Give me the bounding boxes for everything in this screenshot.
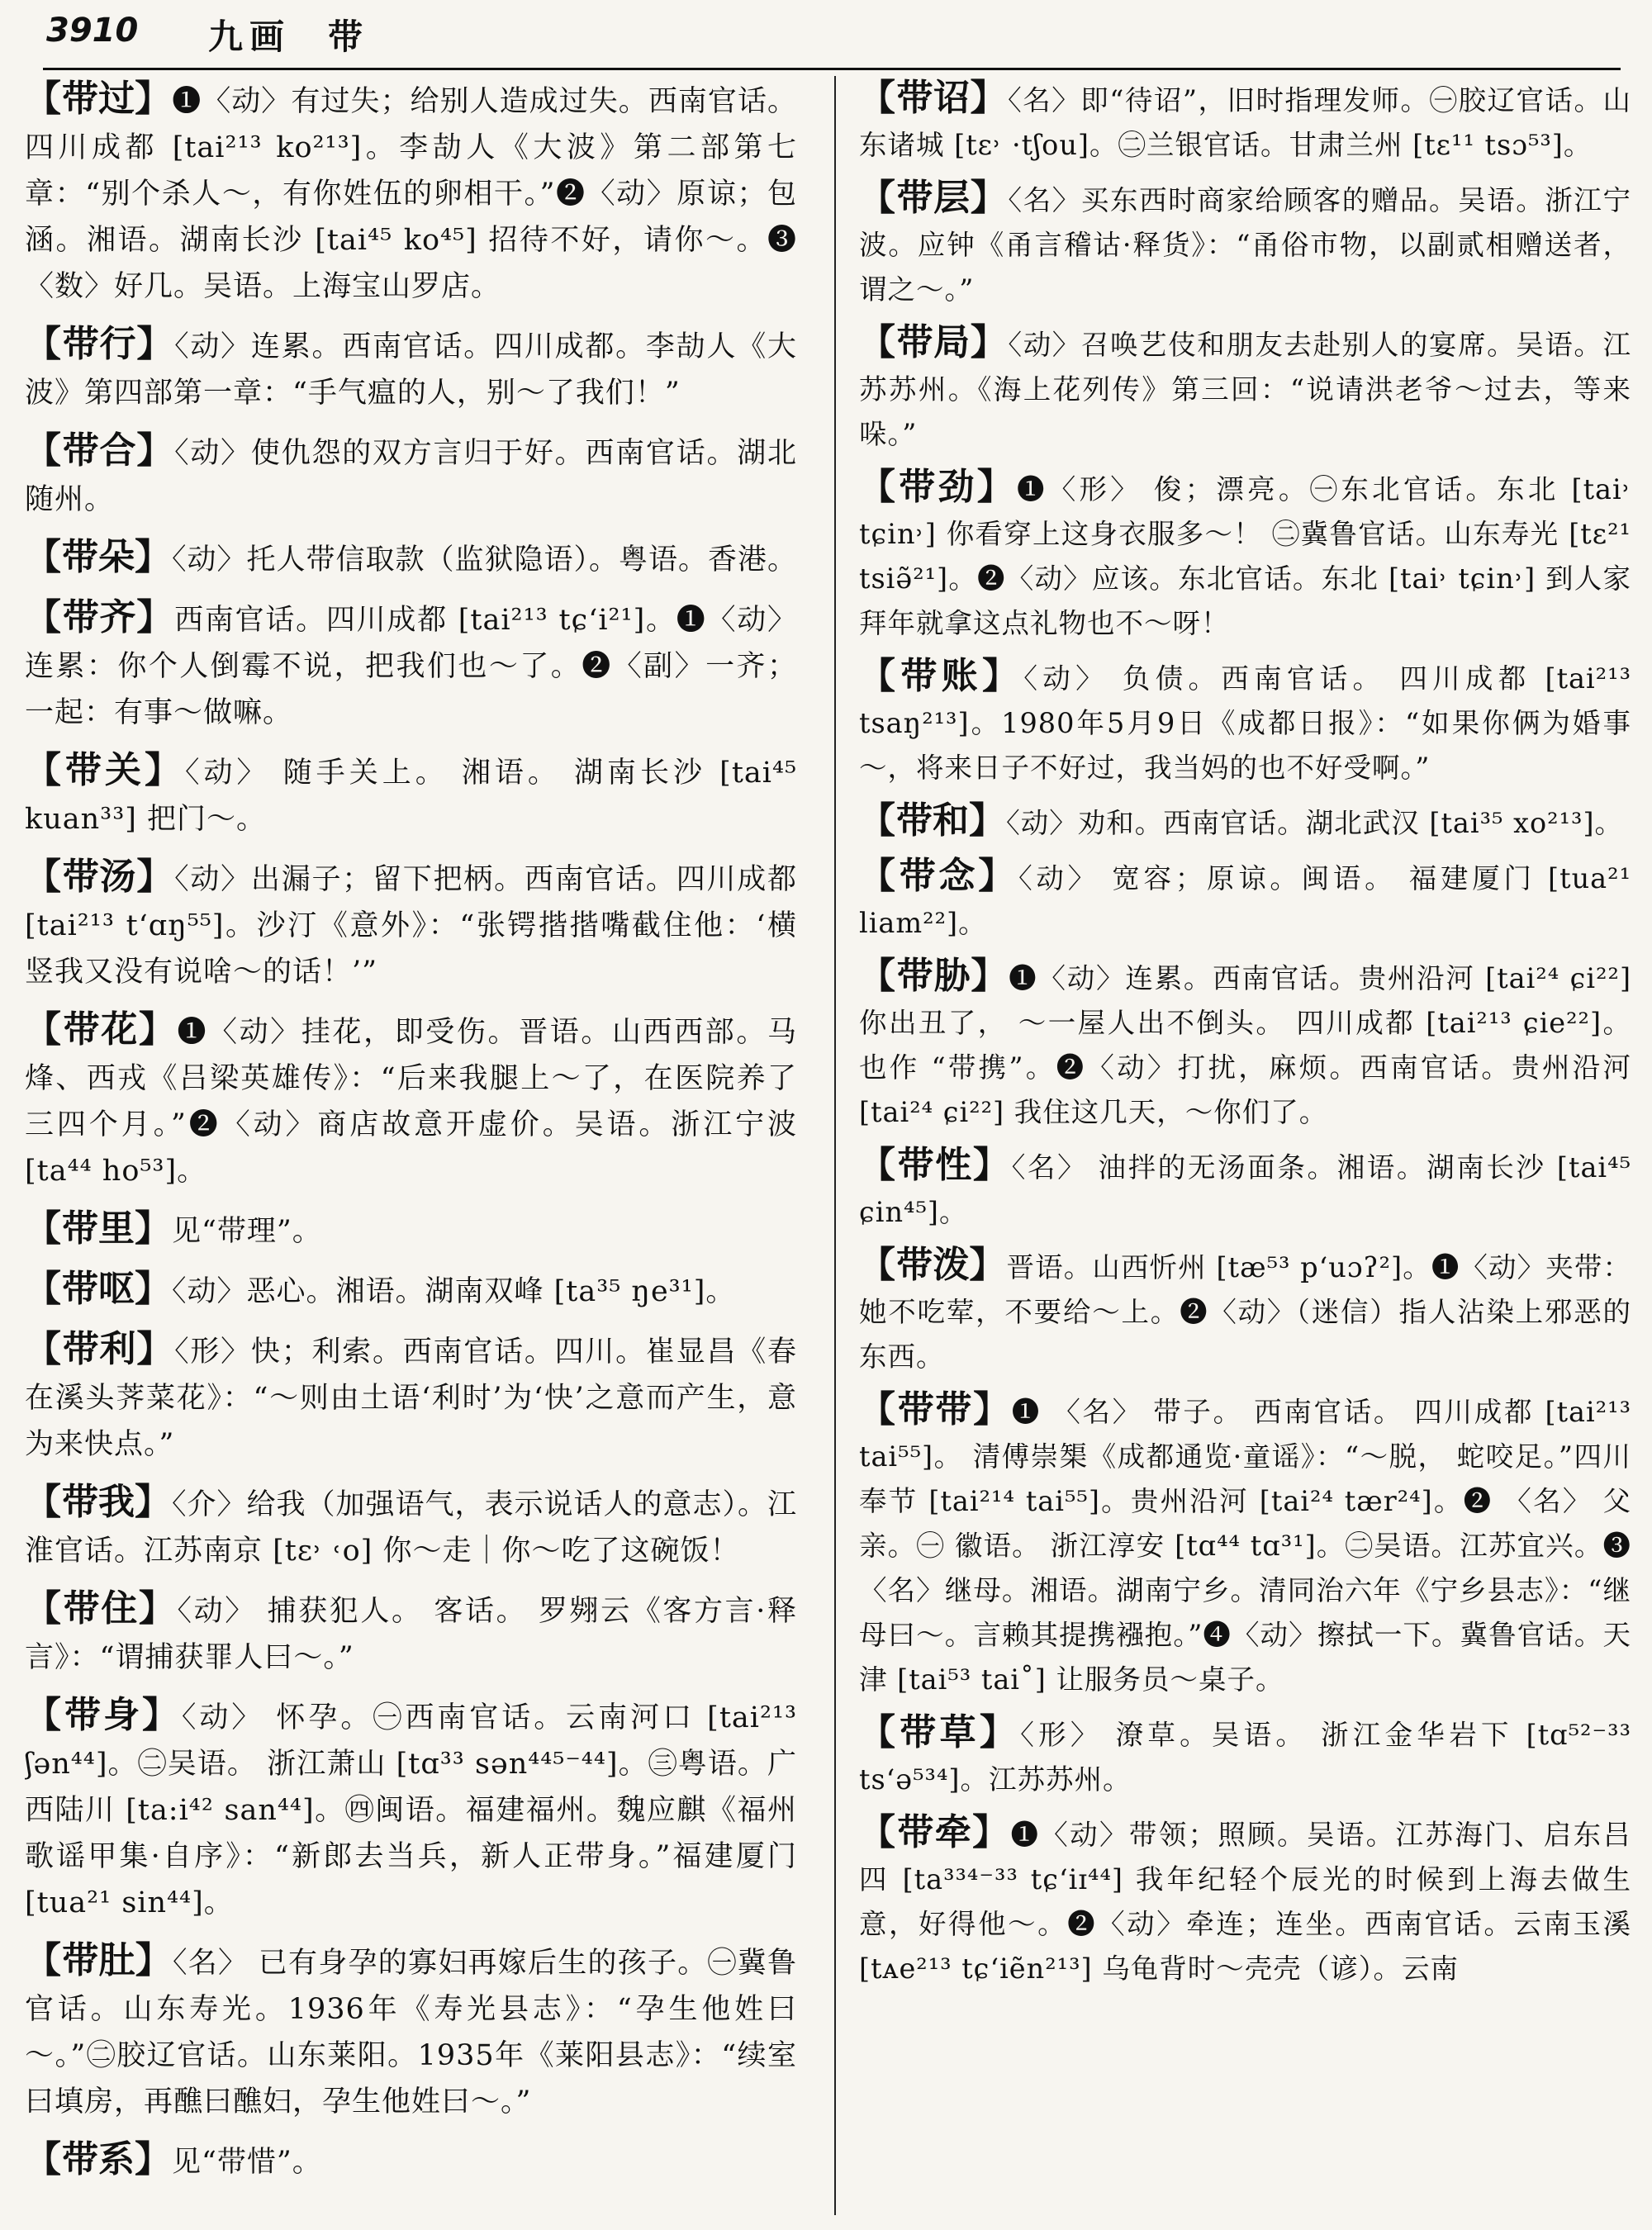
headword-bracket-open: 【: [859, 1711, 900, 1753]
entry-definition: ❶〈动〉有过失；给别人造成过失。西南官话。四川成都 [tai²¹³ ko²¹³]。李劼人《大波》第二部第七章：“别个杀人～，有你姓伍的卵相干。”❷〈动〉原谅；包涵。湘语。湖南长沙 [tai⁴⁵ ko⁴⁵] 招待不好，请你～。❸〈数〉好几。吴语。上海宝山罗店。: [25, 85, 797, 303]
headword-bracket-open: 【: [25, 1208, 62, 1250]
headword-bracket-close: 】: [971, 955, 1009, 997]
headword-bracket-open: 【: [859, 1811, 898, 1853]
dictionary-entry: [859, 1243, 1631, 1379]
dictionary-entry: [859, 954, 1631, 1135]
running-headword: 带: [328, 17, 363, 57]
headword-bracket-close: 】: [136, 323, 175, 365]
entry-definition: 〈形〉快；利索。西南官话。四川。崔显昌《春在溪头荠菜花》：“～则由土语‘利时’为‘快’之意而产生，意为来快点。”: [25, 1336, 797, 1461]
entry-headword: 带齐: [62, 596, 137, 638]
dictionary-entry: [859, 176, 1631, 312]
entry-definition: 〈名〉 已有身孕的寡妇再嫁后生的孩子。㊀冀鲁官话。山东寿光。1936年《寿光县志》：“孕生他姓曰～。”㊁胶辽官话。山东莱阳。1935年《莱阳县志》：“续室曰填房，再醮曰醮妇，孕生他姓曰～。”: [25, 1947, 797, 2118]
headword-bracket-open: 【: [859, 177, 897, 219]
headword-bracket-open: 【: [25, 856, 63, 898]
entry-definition: ❶ 〈名〉 带子。 西南官话。 四川成都 [tai²¹³ tai⁵⁵]。 清傅崇榘《成都通览·童谣》：“～脱， 蛇咬足。”四川奉节 [tai²¹⁴ tai⁵⁵]。贵州沿河 [tai²⁴ tær²⁴]。❷ 〈名〉 父亲。㊀ 徽语。 浙江淳安 [tɑ⁴⁴ tɑ³¹]。㊁吴语。江苏宜兴。❸〈名〉继母。湘语。湖南宁乡。清同治六年《宁乡县志》：“继母曰～。言赖其提携襁抱。”❹〈动〉擦拭一下。冀鲁官话。天津 [tai⁵³ tai˚] 让服务员～桌子。: [859, 1396, 1631, 1696]
section-title: 九画: [208, 17, 292, 57]
headword-bracket-close: 】: [138, 1587, 178, 1630]
headword-bracket-open: 【: [859, 799, 896, 842]
entry-definition: 〈动〉劝和。西南官话。湖北武汉 [tai³⁵ xo²¹³]。: [1006, 807, 1624, 839]
entry-definition: 西南官话。四川成都 [tai²¹³ tɕʻi²¹]。❶〈动〉连累：你个人倒霉不说，把我们也～了。❷〈副〉一齐；一起：有事～做嘛。: [25, 604, 797, 729]
entry-headword: 带汤: [62, 856, 137, 898]
entry-headword: 带利: [62, 1328, 137, 1370]
dictionary-entry: [25, 2137, 797, 2185]
dictionary-entry: [25, 747, 797, 842]
right-column: [859, 76, 1631, 2215]
headword-bracket-open: 【: [859, 321, 897, 363]
dictionary-entry: [859, 1388, 1631, 1702]
entry-definition: 〈动〉连累。西南官话。四川成都。李劼人《大波》第四部第一章：“手气瘟的人，别～了我们！”: [25, 330, 797, 410]
headword-bracket-open: 【: [25, 1939, 63, 1981]
entry-headword: 带我: [62, 1481, 135, 1523]
headword-bracket-close: 】: [972, 1144, 1012, 1186]
page-number: 3910: [46, 12, 139, 50]
entry-definition: 〈动〉召唤艺伎和朋友去赴别人的宴席。吴语。江苏苏州。《海上花列传》第三回：“说请洪老爷～过去，等来哚。”: [859, 329, 1631, 450]
entry-definition: 〈动〉 捕获犯人。 客话。 罗翙云《客方言·释言》：“谓捕获罪人曰～。”: [25, 1595, 797, 1674]
entry-headword: 带过: [62, 78, 135, 120]
entry-definition: 〈动〉 怀孕。㊀西南官话。云南河口 [tai²¹³ ʃən⁴⁴]。㊁吴语。 浙江萧山 [tɑ³³ sən⁴⁴⁵⁻⁴⁴]。㊂粤语。广西陆川 [ta:i⁴² san⁴⁴]。㊃闽语。福建福州。魏应麒《福州歌谣甲集·自序》：“新郎去当兵，新人正带身。”福建厦门 [tua²¹ sin⁴⁴]。: [25, 1701, 797, 1919]
headword-bracket-close: 】: [969, 1244, 1007, 1286]
headword-bracket-close: 】: [970, 321, 1009, 363]
headword-bracket-close: 】: [141, 1694, 182, 1736]
left-column: [25, 76, 797, 2215]
headword-bracket-open: 【: [25, 749, 66, 791]
dictionary-entry: [25, 428, 797, 523]
headword-bracket-close: 】: [981, 655, 1024, 697]
dictionary-entry: [25, 1479, 797, 1574]
headword-bracket-close: 】: [970, 77, 1008, 119]
dictionary-entry: [25, 534, 797, 583]
headword-bracket-open: 【: [25, 78, 63, 120]
entry-definition: 见“带理”。: [172, 1215, 322, 1248]
headword-bracket-close: 】: [972, 1811, 1011, 1853]
dictionary-entry: [25, 1007, 797, 1194]
headword-bracket-open: 【: [25, 1268, 62, 1310]
entry-definition: ❶〈动〉带领；照顾。吴语。江苏海门、启东吕四 [ta³³⁴⁻³³ tɕʻiɪ⁴⁴] 我年纪轻个辰光的时候到上海去做生意，好得他～。❷〈动〉牵连；连坐。西南官话。云南玉溪 [tᴀe²¹³ tɕʻiẽn²¹³] 乌龟背时～壳壳（谚）。云南: [859, 1819, 1631, 1985]
dictionary-entry: [859, 465, 1631, 646]
headword-bracket-open: 【: [859, 855, 900, 897]
headword-bracket-open: 【: [25, 2138, 62, 2180]
headword-bracket-open: 【: [25, 1328, 63, 1370]
entry-headword: 带性: [897, 1144, 973, 1186]
dictionary-entry: [859, 320, 1631, 457]
entry-headword: 带泼: [896, 1244, 970, 1286]
headword-bracket-close: 】: [138, 1008, 178, 1051]
headword-bracket-open: 【: [859, 955, 897, 997]
headword-bracket-close: 】: [135, 1481, 172, 1523]
entry-definition: ❶〈动〉挂花，即受伤。晋语。山西西部。马烽、西戎《吕梁英雄传》：“后来我腿上～了，在医院养了三四个月。”❷〈动〉商店故意开虚价。吴语。浙江宁波 [ta⁴⁴ ho⁵³]。: [25, 1016, 797, 1188]
headword-bracket-close: 】: [970, 177, 1009, 219]
entry-headword: 带身: [64, 1694, 142, 1736]
dictionary-entry: [859, 654, 1631, 790]
entry-headword: 带住: [63, 1587, 139, 1630]
dictionary-entry: [25, 1206, 797, 1255]
headword-bracket-open: 【: [859, 655, 901, 697]
headword-bracket-close: 】: [135, 2138, 172, 2180]
headword-bracket-close: 】: [136, 429, 175, 472]
dictionary-entry: [25, 595, 797, 736]
headword-bracket-open: 【: [859, 1144, 898, 1186]
dictionary-entry: [859, 799, 1631, 846]
dictionary-entry: [25, 76, 797, 310]
entry-headword: 带行: [62, 323, 137, 365]
dictionary-entry: [859, 1710, 1631, 1802]
entry-definition: 〈动〉托人带信取款（监狱隐语）。粤语。香港。: [172, 543, 797, 576]
headword-bracket-close: 】: [135, 78, 173, 120]
dictionary-entry: [25, 321, 797, 416]
entry-definition: ❶〈形〉 俊；漂亮。㊀东北官话。东北 [tai˒ tɕin˒] 你看穿上这身衣服多～！ ㊁冀鲁官话。山东寿光 [tɛ²¹ tsiə̃²¹]。❷〈动〉应该。东北官话。东北 [tai˒ tɕin˒] 到人家拜年就拿这点礼物也不～呀！: [859, 473, 1631, 639]
entry-headword: 带朵: [62, 536, 135, 578]
entry-headword: 带呕: [62, 1268, 135, 1310]
headword-bracket-close: 】: [135, 1208, 172, 1250]
entry-headword: 带念: [899, 855, 979, 897]
entry-definition: 〈动〉出漏子；留下把柄。西南官话。四川成都 [tai²¹³ tʻɑŋ⁵⁵]。沙汀《意外》：“张锷揩揩嘴截住他：‘横竖我又没有说啥～的话！’”: [25, 863, 797, 989]
entry-definition: 〈动〉使仇怨的双方言归于好。西南官话。湖北随州。: [25, 437, 797, 516]
entry-headword: 带和: [896, 799, 969, 842]
dictionary-entry: [25, 1326, 797, 1468]
entry-definition: 晋语。山西忻州 [tæ⁵³ pʻuɔʔ²]。❶〈动〉夹带：她不吃荤，不要给～上。❷〈动〉（迷信）指人沾染上邪恶的东西。: [859, 1251, 1631, 1373]
headword-bracket-close: 】: [135, 1268, 172, 1310]
headword-bracket-close: 】: [978, 855, 1018, 897]
dictionary-entry: [859, 76, 1631, 168]
headword-bracket-open: 【: [25, 1008, 64, 1051]
dictionary-entry: [25, 1692, 797, 1926]
headword-bracket-close: 】: [135, 1939, 173, 1981]
entry-headword: 带合: [62, 429, 137, 472]
entry-definition: 〈动〉 负债。西南官话。 四川成都 [tai²¹³ tsaŋ²¹³]。1980年5月9日《成都日报》：“如果你俩为婚事～，将来日子不好过，我当妈的也不好受啊。”: [859, 662, 1631, 784]
headword-bracket-open: 【: [25, 596, 63, 638]
dictionary-entry: [25, 1938, 797, 2125]
headword-bracket-close: 】: [969, 799, 1006, 842]
headword-bracket-close: 】: [145, 749, 186, 791]
dictionary-entry: [25, 1586, 797, 1681]
entry-definition: 〈动〉恶心。湘语。湖南双峰 [ta³⁵ ŋe³¹]。: [172, 1275, 736, 1308]
headword-bracket-open: 【: [25, 429, 63, 472]
entry-definition: 〈动〉 宽容；原谅。闽语。 福建厦门 [tua²¹ liam²²]。: [859, 862, 1631, 939]
entry-headword: 带草: [900, 1711, 980, 1753]
entry-headword: 带局: [896, 321, 971, 363]
headword-bracket-open: 【: [25, 536, 62, 578]
headword-bracket-close: 】: [135, 536, 172, 578]
entry-headword: 带带: [897, 1388, 974, 1431]
entry-headword: 带牵: [897, 1811, 973, 1853]
entry-definition: 见“带惜”。: [172, 2146, 322, 2179]
entry-headword: 带关: [65, 749, 145, 791]
dictionary-entry: [859, 1143, 1631, 1235]
headword-bracket-open: 【: [859, 1388, 898, 1431]
entry-headword: 带层: [896, 177, 971, 219]
headword-bracket-close: 】: [973, 1388, 1012, 1431]
dictionary-entry: [25, 854, 797, 995]
entry-definition: 〈名〉买东西时商家给顾客的赠品。吴语。浙江宁波。应钟《甬言稽诂·释货》：“甬俗市物，以副贰相赠送者，谓之～。”: [859, 184, 1631, 306]
entry-definition: 〈形〉 潦草。吴语。 浙江金华岩下 [tɑ⁵²⁻³³ tsʻə⁵³⁴]。江苏苏州。: [859, 1719, 1631, 1796]
entry-headword: 带胁: [896, 955, 971, 997]
headword-bracket-open: 【: [859, 77, 897, 119]
page-header: [43, 0, 1621, 70]
dictionary-entry: [25, 1266, 797, 1315]
headword-bracket-close: 】: [136, 856, 175, 898]
entry-headword: 带劲: [899, 466, 977, 508]
headword-bracket-open: 【: [25, 1694, 64, 1736]
entry-headword: 带里: [62, 1208, 135, 1250]
headword-bracket-open: 【: [859, 466, 900, 508]
entry-definition: 〈名〉 油拌的无汤面条。湘语。湖南长沙 [tai⁴⁵ ɕin⁴⁵]。: [859, 1151, 1631, 1228]
dictionary-entry: [859, 854, 1631, 946]
column-divider: [834, 76, 836, 2215]
headword-bracket-open: 【: [25, 323, 63, 365]
entry-definition: 〈动〉 随手关上。 湘语。 湖南长沙 [tai⁴⁵ kuan³³] 把门～。: [25, 757, 797, 836]
headword-bracket-open: 【: [859, 1244, 897, 1286]
headword-bracket-close: 】: [136, 596, 175, 638]
entry-headword: 带花: [63, 1008, 139, 1051]
entry-definition: 〈名〉即“待诏”，旧时指理发师。㊀胶辽官话。山东诸城 [tɛ˒ ·tʃou]。㊁兰银官话。甘肃兰州 [tɛ¹¹ tsɔ⁵³]。: [859, 84, 1631, 161]
headword-bracket-close: 】: [976, 466, 1017, 508]
dictionary-entry: [859, 1810, 1631, 1991]
entry-headword: 带系: [62, 2138, 135, 2180]
headword-bracket-close: 】: [979, 1711, 1021, 1753]
headword-bracket-open: 【: [25, 1587, 64, 1630]
entry-headword: 带诏: [896, 77, 971, 119]
headword-bracket-open: 【: [25, 1481, 62, 1523]
entry-headword: 带肚: [62, 1939, 135, 1981]
entry-headword: 带账: [900, 655, 982, 697]
entry-definition: ❶〈动〉连累。西南官话。贵州沿河 [tai²⁴ ɕi²²] 你出丑了， ～一屋人出不倒头。 四川成都 [tai²¹³ ɕie²²]。 也作 “带携”。❷〈动〉打扰，麻烦。西南官话。贵州沿河 [tai²⁴ ɕi²²] 我住这几天，～你们了。: [859, 962, 1631, 1128]
entry-definition: 〈介〉给我（加强语气，表示说话人的意志）。江淮官话。江苏南京 [tɛ˒ ˓o] 你～走｜你～吃了这碗饭！: [25, 1488, 797, 1568]
headword-bracket-close: 】: [136, 1328, 175, 1370]
